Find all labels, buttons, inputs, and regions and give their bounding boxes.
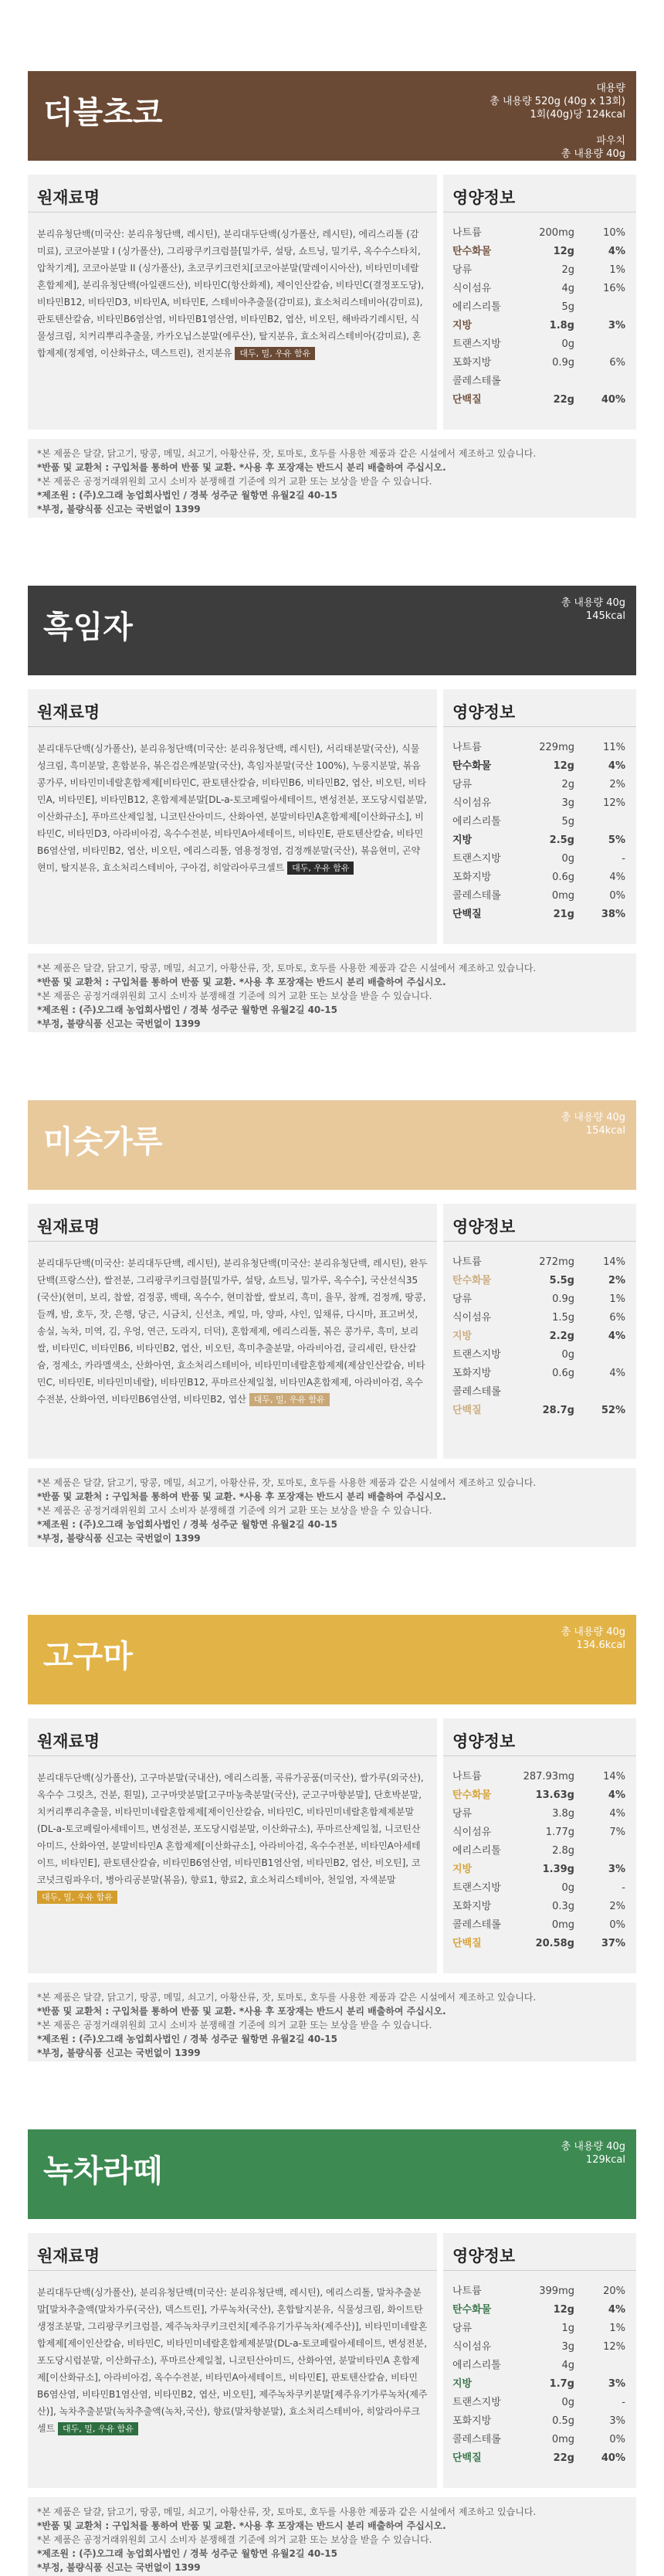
volume-line: 124kcal [585, 161, 625, 173]
nutrient-amount: 0.6g [552, 872, 574, 883]
nutrient-amount: 22g [553, 394, 574, 406]
nutrition-row [452, 1327, 627, 1346]
notice-line: *반품 및 교환처 : 구입처를 통하여 반품 및 교환. *사용 후 포장재는 반드시 분리 배출하여 주십시오. [37, 462, 446, 473]
product-title: 더블초코 [43, 95, 163, 131]
nutrition-row [452, 813, 627, 831]
nutrient-name: 나트륨 [452, 227, 482, 239]
nutrient-name: 포화지방 [452, 2415, 492, 2427]
notice-line: *반품 및 교환처 : 구입처를 통하여 반품 및 교환. *사용 후 포장재는 반드시 분리 배출하여 주십시오. [37, 2520, 446, 2531]
nutrition-row [452, 280, 627, 298]
nutrient-amount: 0g [561, 338, 574, 350]
nutrient-percent: 4% [609, 1808, 625, 1820]
nutrition-row [452, 1768, 627, 1786]
notice-line: *본 제품은 달걀, 닭고기, 땅콩, 메밀, 쇠고기, 아황산류, 잣, 토마토, 호두를 사용한 제품과 같은 시설에서 제조하고 있습니다. [37, 963, 537, 974]
nutrient-amount: 28.7g [542, 1405, 574, 1416]
nutrient-name: 나트륨 [452, 1256, 482, 1268]
notice-line: *본 제품은 공정거래위원회 고시 소비자 분쟁해결 기준에 의거 교환 또는 보상을 받을 수 있습니다. [37, 2020, 432, 2031]
nutrient-name: 식이섬유 [452, 1827, 492, 1838]
product-title: 미숫가루 [43, 1124, 163, 1160]
ingredients-panel [28, 1204, 437, 1459]
nutrient-amount: 5.5g [549, 1275, 574, 1286]
nutrition-row [452, 391, 627, 410]
nutrient-amount: 4g [561, 283, 574, 294]
nutrient-name: 탄수화물 [452, 2304, 492, 2316]
nutrient-name: 지방 [452, 834, 473, 846]
nutrient-percent: 4% [608, 246, 625, 257]
nutrition-heading: 영양정보 [452, 1732, 516, 1751]
nutrient-percent: 37% [601, 1938, 625, 1949]
nutrient-name: 에리스리톨 [452, 2360, 501, 2371]
nutrition-row [452, 850, 627, 868]
nutrition-row [452, 868, 627, 887]
nutrient-name: 트랜스지방 [452, 338, 501, 350]
allergen-badge: 대두, 밀, 우유 함유 [249, 1393, 330, 1406]
nutrition-row [452, 2449, 627, 2468]
product-volume [561, 1111, 625, 1137]
nutrition-row [452, 757, 627, 776]
notice-line: *반품 및 교환처 : 구입처를 통하여 반품 및 교환. *사용 후 포장재는 반드시 분리 배출하여 주십시오. [37, 2006, 446, 2017]
nutrient-amount: 0g [561, 853, 574, 865]
nutrient-amount: 0.9g [552, 1293, 574, 1305]
notice-line: *본 제품은 달걀, 닭고기, 땅콩, 메밀, 쇠고기, 아황산류, 잣, 토마토, 호두를 사용한 제품과 같은 시설에서 제조하고 있습니다. [37, 448, 537, 459]
allergen-badge: 대두, 밀, 우유 함유 [37, 1891, 117, 1904]
nutrient-name: 지방 [452, 1864, 473, 1875]
nutrient-percent: 6% [609, 357, 625, 369]
notice-line: *본 제품은 달걀, 닭고기, 땅콩, 메밀, 쇠고기, 아황산류, 잣, 토마토, 호두를 사용한 제품과 같은 시설에서 제조하고 있습니다. [37, 1477, 537, 1488]
product-section [0, 1544, 664, 2058]
nutrient-percent: 4% [609, 872, 625, 883]
nutrient-amount: 0.6g [552, 1368, 574, 1379]
product-volume [490, 82, 625, 174]
divider [443, 1241, 636, 1242]
nutrient-amount: 399mg [539, 2285, 574, 2297]
nutrient-amount: 0mg [551, 2434, 574, 2445]
nutrient-name: 탄수화물 [452, 246, 492, 257]
nutrient-amount: 2.5g [549, 834, 574, 846]
nutrient-name: 지방 [452, 2378, 473, 2390]
ingredients-heading: 원재료명 [37, 1732, 100, 1751]
ingredients-text [37, 226, 428, 362]
nutrient-percent: 40% [601, 2452, 625, 2464]
nutrition-row [452, 261, 627, 280]
nutrient-amount: 4g [561, 2360, 574, 2371]
volume-line: 총 내용량 40g [561, 2141, 625, 2153]
nutrient-name: 당류 [452, 264, 473, 276]
ingredients-panel [28, 689, 437, 944]
ingredients-panel [28, 1718, 437, 1973]
nutrition-row [452, 354, 627, 372]
product-volume [561, 596, 625, 623]
divider [28, 726, 437, 727]
nutrient-amount: 2g [561, 779, 574, 790]
nutrient-name: 지방 [452, 320, 473, 331]
nutrition-row [452, 1786, 627, 1805]
nutrition-row [452, 1272, 627, 1290]
nutrition-row [452, 2338, 627, 2357]
notice-line: *부정, 불량식품 신고는 국번없이 1399 [37, 2562, 201, 2573]
nutrient-percent: 14% [603, 1256, 625, 1268]
nutrient-percent: 3% [609, 2415, 625, 2427]
nutrient-percent: 2% [608, 1275, 625, 1286]
nutrient-name: 에리스리톨 [452, 816, 501, 828]
nutrition-row [452, 1935, 627, 1953]
product-title: 흑임자 [43, 610, 133, 645]
nutrient-amount: 0g [561, 1882, 574, 1894]
nutrient-percent: 1% [609, 2323, 625, 2334]
nutrition-panel [443, 689, 636, 944]
nutrient-amount: 20.58g [535, 1938, 574, 1949]
notice-line: *반품 및 교환처 : 구입처를 통하여 반품 및 교환. *사용 후 포장재는 반드시 분리 배출하여 주십시오. [37, 977, 446, 987]
nutrition-row [452, 2301, 627, 2319]
notice-box [28, 439, 636, 518]
ingredients-heading: 원재료명 [37, 703, 100, 722]
nutrient-name: 나트륨 [452, 2285, 482, 2297]
divider [443, 726, 636, 727]
nutrient-amount: 0.5g [552, 2415, 574, 2427]
nutrient-percent: 12% [603, 2341, 625, 2353]
nutrition-heading: 영양정보 [452, 703, 516, 722]
nutrient-name: 콜레스테롤 [452, 1386, 501, 1398]
nutrition-row [452, 298, 627, 317]
nutrient-percent: 7% [609, 1827, 625, 1838]
nutrient-name: 단백질 [452, 394, 482, 406]
nutrient-percent: 20% [603, 2285, 625, 2297]
notice-line: *본 제품은 공정거래위원회 고시 소비자 분쟁해결 기준에 의거 교환 또는 보상을 받을 수 있습니다. [37, 2534, 432, 2545]
nutrition-table [452, 739, 627, 924]
nutrient-percent: - [622, 853, 625, 865]
notice-line: *부정, 불량식품 신고는 국번없이 1399 [37, 2048, 201, 2058]
nutrition-row [452, 2375, 627, 2394]
nutrition-row [452, 739, 627, 757]
nutrient-percent: 2% [609, 779, 625, 790]
nutrition-row [452, 831, 627, 850]
notice-line: *제조원 : (주)오그래 농업회사법인 / 경북 성주군 월항면 유월2길 40-15 [37, 1004, 337, 1015]
nutrient-amount: 21g [553, 909, 574, 920]
nutrient-name: 콜레스테롤 [452, 1919, 501, 1931]
notice-line: *반품 및 교환처 : 구입처를 통하여 반품 및 교환. *사용 후 포장재는 반드시 분리 배출하여 주십시오. [37, 1491, 446, 1502]
nutrient-amount: 5g [561, 816, 574, 828]
nutrient-percent: 0% [609, 890, 625, 902]
nutrition-row [452, 1346, 627, 1364]
nutrition-row [452, 1916, 627, 1935]
volume-line: 134.6kcal [576, 1640, 625, 1651]
nutrition-heading: 영양정보 [452, 1218, 516, 1236]
allergen-badge: 대두, 밀, 우유 함유 [58, 2422, 138, 2435]
nutrition-heading: 영양정보 [452, 189, 516, 207]
volume-line: 1회(40g)당 124kcal [530, 109, 625, 121]
notice-line: *부정, 불량식품 신고는 국번없이 1399 [37, 504, 201, 515]
notice-line: *부정, 불량식품 신고는 국번없이 1399 [37, 1533, 201, 1544]
nutrition-row [452, 224, 627, 243]
divider [28, 1755, 437, 1756]
nutrient-percent: 3% [608, 2378, 625, 2390]
nutrition-row [452, 317, 627, 335]
nutrient-percent: 6% [609, 1312, 625, 1324]
nutrition-row [452, 1309, 627, 1327]
nutrient-percent: 2% [609, 1901, 625, 1912]
nutrient-percent: 3% [608, 320, 625, 331]
notice-line: *제조원 : (주)오그래 농업회사법인 / 경북 성주군 월항면 유월2길 40-15 [37, 2548, 337, 2559]
divider [28, 1241, 437, 1242]
notice-line: *본 제품은 공정거래위원회 고시 소비자 분쟁해결 기준에 의거 교환 또는 보상을 받을 수 있습니다. [37, 476, 432, 487]
nutrient-name: 단백질 [452, 909, 482, 920]
notice-line: *부정, 불량식품 신고는 국번없이 1399 [37, 1018, 201, 1029]
nutrient-percent: 0% [609, 2434, 625, 2445]
nutrient-amount: 13.63g [535, 1789, 574, 1801]
ingredients-text [37, 1255, 428, 1408]
volume-line: 총 내용량 40g [561, 1626, 625, 1638]
nutrient-amount: 229mg [539, 742, 574, 753]
product-header [28, 71, 636, 173]
ingredients-list: 분리대두단백(싱가폴산), 고구마분말(국내산), 에리스리톨, 곡류가공품(미국산), 쌀가루(외국산), 옥수수 그릿츠, 건분, 흰밀), 고구마맛분말[고구마농축분말(국산), 군고구마향분말], 단호박분말, 치커리뿌리추출물, 비타민미네랄혼합제제[제이인산칼슘, 비타민C, 비타민미네랄혼합제제분말(DL-a-토코페릴아세테이트, 변성전분, 포도당시럽분말, 이산화규소), 푸마르산제일철, 니코틴산아미드, 산화아연, 분말비타민A 혼합제제[이산화규소], 아라비아검, 옥수수전분, 비타민A아세테이트, 비타민E], 판토텐산칼슘, 비타민B6염산염, 비타민B1염산염, 비타민B2, 엽산, 비오틴], 코코넛크림파우더, 병아리공분말(볶음), 향료1, 향료2, 효소처리스테비아, 천일염, 자색분말 [37, 1772, 424, 1885]
nutrient-amount: 1g [561, 2323, 574, 2334]
nutrient-name: 트랜스지방 [452, 853, 501, 865]
notice-line: *제조원 : (주)오그래 농업회사법인 / 경북 성주군 월항면 유월2길 40-15 [37, 490, 337, 501]
nutrition-row [452, 372, 627, 391]
nutrient-name: 단백질 [452, 1938, 482, 1949]
nutrition-row [452, 1290, 627, 1309]
product-volume [561, 1626, 625, 1652]
product-title: 고구마 [43, 1639, 133, 1674]
notice-line: *본 제품은 공정거래위원회 고시 소비자 분쟁해결 기준에 의거 교환 또는 보상을 받을 수 있습니다. [37, 1505, 432, 1516]
notice-line: *본 제품은 공정거래위원회 고시 소비자 분쟁해결 기준에 의거 교환 또는 보상을 받을 수 있습니다. [37, 991, 432, 1001]
ingredients-text [37, 1769, 428, 1905]
product-volume [561, 2140, 625, 2166]
nutrient-name: 에리스리톨 [452, 1845, 501, 1857]
nutrient-percent: 40% [601, 394, 625, 406]
ingredients-panel [28, 175, 437, 430]
nutrient-percent: 4% [608, 1789, 625, 1801]
nutrient-amount: 1.8g [549, 320, 574, 331]
nutrition-table [452, 224, 627, 410]
ingredients-heading: 원재료명 [37, 1218, 100, 1236]
ingredients-heading: 원재료명 [37, 189, 100, 207]
nutrient-percent: 3% [608, 1864, 625, 1875]
nutrient-amount: 200mg [539, 227, 574, 239]
nutrient-name: 에리스리톨 [452, 301, 501, 313]
nutrient-amount: 0g [561, 1349, 574, 1361]
nutrition-row [452, 1364, 627, 1383]
nutrient-name: 포화지방 [452, 357, 492, 369]
nutrient-name: 콜레스테롤 [452, 890, 501, 902]
volume-line: 대용량 [596, 83, 625, 94]
notice-line: *본 제품은 달걀, 닭고기, 땅콩, 메밀, 쇠고기, 아황산류, 잣, 토마토, 호두를 사용한 제품과 같은 시설에서 제조하고 있습니다. [37, 1992, 537, 2003]
volume-line: 129kcal [585, 2154, 625, 2166]
nutrient-name: 트랜스지방 [452, 1349, 501, 1361]
nutrient-name: 나트륨 [452, 1771, 482, 1782]
nutrition-row [452, 776, 627, 794]
nutrient-name: 식이섬유 [452, 1312, 492, 1324]
nutrient-amount: 12g [553, 760, 574, 772]
product-section [0, 515, 664, 1029]
allergen-badge: 대두, 우유 함유 [287, 861, 354, 875]
nutrient-name: 당류 [452, 1808, 473, 1820]
product-title: 녹차라떼 [43, 2153, 163, 2189]
nutrition-row [452, 794, 627, 813]
nutrient-percent: 52% [601, 1405, 625, 1416]
nutrition-row [452, 1823, 627, 1842]
ingredients-text [37, 2284, 428, 2437]
notice-line: *본 제품은 달걀, 닭고기, 땅콩, 메밀, 쇠고기, 아황산류, 잣, 토마토, 호두를 사용한 제품과 같은 시설에서 제조하고 있습니다. [37, 2506, 537, 2517]
volume-line: 총 내용량 40g [561, 148, 625, 160]
nutrient-amount: 2.2g [549, 1330, 574, 1342]
nutrient-name: 탄수화물 [452, 1275, 492, 1286]
nutrient-percent: 11% [603, 742, 625, 753]
nutrient-name: 나트륨 [452, 742, 482, 753]
nutrient-amount: 1.77g [545, 1827, 574, 1838]
nutrition-row [452, 335, 627, 354]
volume-line [490, 121, 625, 134]
nutrition-row [452, 2282, 627, 2301]
nutrient-percent: 0% [609, 1919, 625, 1931]
nutrition-row [452, 2319, 627, 2338]
nutrient-percent: 4% [608, 2304, 625, 2316]
nutrient-amount: 272mg [539, 1256, 574, 1268]
nutrient-name: 트랜스지방 [452, 1882, 501, 1894]
notice-box [28, 1983, 636, 2061]
nutrient-percent: 12% [603, 797, 625, 809]
nutrient-percent: 4% [609, 1368, 625, 1379]
nutrition-row [452, 1805, 627, 1823]
nutrient-name: 포화지방 [452, 872, 492, 883]
nutrient-amount: 287.93mg [523, 1771, 574, 1782]
nutrition-row [452, 1402, 627, 1420]
nutrient-percent: 5% [608, 834, 625, 846]
product-section [0, 1029, 664, 1544]
product-section [0, 0, 664, 515]
product-header [28, 2129, 636, 2219]
nutrition-row [452, 2431, 627, 2449]
nutrient-amount: 3g [561, 2341, 574, 2353]
nutrition-heading: 영양정보 [452, 2247, 516, 2265]
allergen-badge: 대두, 밀, 우유 함유 [235, 347, 315, 360]
volume-line: 총 내용량 520g (40g x 13회) [490, 96, 625, 107]
notice-box [28, 2497, 636, 2576]
divider [28, 2270, 437, 2271]
ingredients-list: 분리유청단백(미국산: 분리유청단백, 레시틴), 분리대두단백(싱가폴산, 레시틴), 에리스리톨 (감미료), 코코아분말 I (싱가폴산), 그리팡쿠키크럼블[밀가루, 설탕, 쇼트닝, 밀기루, 옥수수스타치, 압착기계], 코코아분말 II (싱가폴산), 초코쿠키크런치[코코아분말(말레이시아산), 비타민미네랄혼합제제], 분리유청단백(아일랜드산), 비타민C(항산화제), 제이인산칼슘, 비타민C(결정포도당), 비타민B12, 비타민D3, 비타민A, 비타민E, 스테비아추출물(감미료), 효소처리스테비아(감미료), 판토텐산칼슘, 비타민B6염산염, 비타민B1염산염, 비타민B2, 엽산, 비오틴, 해바라기레시틴, 식물성크림, 치커리뿌리추출물, 카카오닙스분말(에루산), 탈지분유, 효소처리스테비아(감미료), 혼합제제(정제염, 이산화규소, 덱스트린), 전지분유 [37, 229, 425, 359]
nutrient-amount: 5g [561, 301, 574, 313]
nutrient-amount: 12g [553, 2304, 574, 2316]
nutrition-panel [443, 1204, 636, 1459]
nutrient-amount: 1.39g [542, 1864, 574, 1875]
nutrition-row [452, 906, 627, 924]
nutrient-name: 식이섬유 [452, 797, 492, 809]
volume-line: 145kcal [585, 610, 625, 622]
nutrient-name: 탄수화물 [452, 760, 492, 772]
volume-line: 154kcal [585, 1125, 625, 1137]
nutrient-name: 식이섬유 [452, 2341, 492, 2353]
nutrition-row [452, 1383, 627, 1402]
nutrient-percent: - [622, 2397, 625, 2408]
ingredients-list: 분리대두단백(싱가폴산), 분리유청단백(미국산: 분리유청단백, 레시틴), 서리태분말(국산), 식물성크림, 흑미분말, 혼합분유, 볶은검은깨분말(국산), 흑임자분말(국산 100%), 누룽지분말, 볶음콩가루, 비타민미네랄혼합제제[비타민C, 판토텐산칼슘, 비타민B6, 비타민B2, 엽산, 비오틴, 비타민A, 비타민E], 비타민B12, 혼합제제분말[DL-a-토코페릴아세테이트, 변성전분, 포도당시럽분말, 이산화규소], 푸마르산제일철, 니코틴산아미드, 산화아연, 분말비타민A혼합제제[이산화규소], 비타민C, 비타민D3, 아라비아검, 옥수수전분, 비타민A아세테이트, 비타민E, 판토텐산칼슘, 비타민B6염산염, 비타민B2, 엽산, 비오틴, 에리스리톨, 염용정정염, 검정깨분말(국산), 볶음현미, 곤약현미, 탈지분유, 효소처리스테비아, 구아검, 히알라아루크셀트 [37, 743, 427, 873]
nutrient-percent: 4% [608, 760, 625, 772]
notice-box [28, 1468, 636, 1547]
divider [443, 2270, 636, 2271]
nutrient-amount: 1.5g [552, 1312, 574, 1324]
nutrient-name: 식이섬유 [452, 283, 492, 294]
nutrient-name: 콜레스테롤 [452, 2434, 501, 2445]
nutrient-amount: 3.8g [552, 1808, 574, 1820]
nutrition-row [452, 2412, 627, 2431]
nutrient-amount: 0.3g [552, 1901, 574, 1912]
nutrient-percent: 10% [603, 227, 625, 239]
notice-box [28, 953, 636, 1032]
ingredients-text [37, 740, 428, 876]
nutrition-table [452, 2282, 627, 2468]
nutrition-table [452, 1253, 627, 1420]
ingredients-heading: 원재료명 [37, 2247, 100, 2265]
nutrient-name: 탄수화물 [452, 1789, 492, 1801]
volume-line: 총 내용량 40g [561, 1112, 625, 1123]
nutrient-name: 트랜스지방 [452, 2397, 501, 2408]
notice-line: *제조원 : (주)오그래 농업회사법인 / 경북 성주군 월항면 유월2길 40-15 [37, 2034, 337, 2044]
ingredients-list: 분리대두단백(미국산: 분리대두단백, 레시틴), 분리유청단백(미국산: 분리유청단백, 레시틴), 완두단백(프랑스산), 쌀전분, 그리팡쿠키크럼블[밀가루, 설탕, 쇼트닝, 밀가루, 옥수수], 국산선식35 (국산)(현미, 보리, 찹쌀, 검정콩, 백태, 옥수수, 현미찹쌀, 쌀보리, 흑미, 율무, 참깨, 검정깨, 땅콩, 들깨, 밤, 호두, 잣, 은행, 당근, 시금치, 신선초, 케일, 마, 양파, 샤인, 잎채류, 다시마, 표고버섯, 송실, 녹차, 미역, 김, 우엉, 연근, 도라지, 더덕), 혼합제제, 에리스리톨, 볶은 콩가루, 흑미, 보리쌀, 비타민C, 비타민B6, 비타민B2, 엽산, 비오틴, 흑미추출분말, 아라비아검, 글리세린, 탄산칼슘, 정제소, 카라멜색소, 산화아연, 효소처리스테비아, 비타민미네랄혼합제제(제삼인산칼슘, 비타민C, 비타민E, 비타민미네랄), 비타민B12, 푸마르산제일철, 비타민A혼합제제, 아라비아검, 옥수수전분, 산화아연, 비타민B6염산염, 비타민B2, 엽산 [37, 1258, 428, 1405]
nutrition-row [452, 887, 627, 906]
volume-line: 총 내용량 40g [561, 597, 625, 609]
nutrient-amount: 12g [553, 246, 574, 257]
nutrition-row [452, 1898, 627, 1916]
nutrient-amount: 0.9g [552, 357, 574, 369]
product-header [28, 1615, 636, 1704]
nutrition-table [452, 1768, 627, 1953]
nutrition-row [452, 1253, 627, 1272]
nutrient-name: 당류 [452, 779, 473, 790]
nutrient-name: 콜레스테롤 [452, 376, 501, 387]
nutrient-amount: 1.7g [549, 2378, 574, 2390]
product-header [28, 1100, 636, 1190]
nutrient-amount: 0g [561, 2397, 574, 2408]
nutrition-row [452, 243, 627, 261]
nutrient-name: 당류 [452, 1293, 473, 1305]
nutrient-percent: 4% [608, 1330, 625, 1342]
nutrient-percent: - [622, 1882, 625, 1894]
nutrient-name: 단백질 [452, 2452, 482, 2464]
nutrient-amount: 2.8g [552, 1845, 574, 1857]
nutrition-row [452, 2357, 627, 2375]
nutrient-amount: 2g [561, 264, 574, 276]
nutrient-name: 지방 [452, 1330, 473, 1342]
product-section [0, 2058, 664, 2573]
nutrition-panel [443, 1718, 636, 1973]
nutrient-amount: 0mg [551, 1919, 574, 1931]
nutrient-percent: 16% [603, 283, 625, 294]
nutrition-panel [443, 175, 636, 430]
nutrition-row [452, 1842, 627, 1861]
nutrition-panel [443, 2233, 636, 2488]
nutrient-percent: 1% [609, 264, 625, 276]
nutrient-percent: 38% [601, 909, 625, 920]
notice-line: *제조원 : (주)오그래 농업회사법인 / 경북 성주군 월항면 유월2길 40-15 [37, 1519, 337, 1530]
nutrient-name: 포화지방 [452, 1901, 492, 1912]
nutrient-percent: 1% [609, 1293, 625, 1305]
product-header [28, 586, 636, 675]
nutrient-amount: 0mg [551, 890, 574, 902]
nutrient-name: 포화지방 [452, 1368, 492, 1379]
volume-line: 파우치 [596, 135, 625, 147]
nutrient-name: 단백질 [452, 1405, 482, 1416]
divider [443, 1755, 636, 1756]
nutrition-row [452, 2394, 627, 2412]
ingredients-list: 분리대두단백(싱가폴산), 분리유청단백(미국산: 분리유청단백, 레시틴), 에리스리톨, 말차추출분말[말차추출액(말차가루(국산), 덱스트린], 가루녹차(국산), 혼합탈지분유, 식물성크림, 화이트탄생정조분말, 그리팡쿠키크럼블, 제주녹차쿠키크런치[제주유기가루녹차(제주산)], 비타민미네랄혼합제제[제이인산칼슘, 비타민C, 비타민미네랄혼합제제분말(DL-a-토코페릴아세테이트, 변성전분, 포도당시럽분말, 이산화규소), 푸마르산제일철, 니코틴산아미드, 산화아연, 분말비타민A 혼합제제[이산화규소], 아라비아검, 옥수수전분, 비타민A아세테이트, 비타민E], 판토텐산칼슘, 비타민B6염산염, 비타민B1염산염, 비타민B2, 엽산, 비오틴], 제주녹차쿠키분말[제주유기가루녹차(제주산)], 녹차추출분말(녹차추출액(녹차,국산), 향료(말차향분말), 효소처리스테비아, 히알라아루크셀트 [37, 2287, 428, 2434]
nutrient-percent: 14% [603, 1771, 625, 1782]
nutrient-amount: 22g [553, 2452, 574, 2464]
nutrition-row [452, 1879, 627, 1898]
ingredients-panel [28, 2233, 437, 2488]
nutrient-name: 당류 [452, 2323, 473, 2334]
nutrition-row [452, 1861, 627, 1879]
nutrient-amount: 3g [561, 797, 574, 809]
